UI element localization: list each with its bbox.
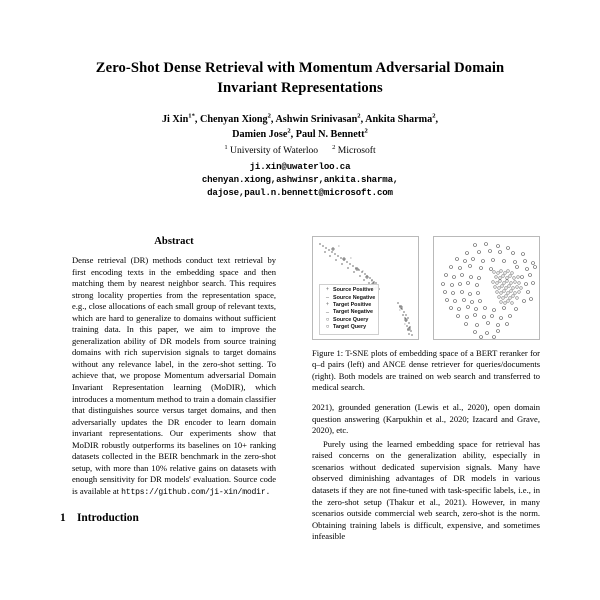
left-column	[60, 236, 288, 600]
author-list	[72, 113, 528, 200]
legend-item-target-positive	[322, 302, 375, 309]
legend-label: Source Query	[333, 316, 369, 323]
circle-marker-icon: ○	[325, 316, 330, 323]
dash-marker-icon: –	[326, 309, 329, 316]
right-column	[312, 236, 540, 600]
affil-marker: 1	[224, 143, 228, 151]
section-heading-introduction	[60, 511, 288, 525]
email-line-2: chenyan.xiong,ashwinsr,ankita.sharma,	[201, 174, 399, 186]
tsne-plot-ance-retriever	[433, 236, 540, 340]
author-sep: , Ankita Sharma	[360, 114, 433, 125]
email-line-3: dajose,paul.n.bennett@microsoft.com	[207, 187, 393, 199]
affiliation-waterloo: University of Waterloo	[230, 145, 319, 156]
legend-item-target-query	[322, 324, 375, 331]
right-paragraph-2: Purely using the learned embedding space for retrieval has raised concerns on the generalization ability, especially in scenarios without dedicated supervision signals. Many have observed diminishing advantages of DR models in various datasets if they are not fine-tuned with task-specific labels, i.e., in the zero-shot setup (Thakur et al., 2021). However, in many scenarios outside commercial web search, zero-shot is the norm. Obtaining training labels is difficult, expensive, and sometimes infeasible	[312, 438, 540, 542]
tsne-plot-bert-reranker	[312, 236, 419, 340]
author-sep: ,	[435, 114, 439, 125]
legend-item-source-positive	[322, 287, 375, 294]
author-affil-marker: 1*	[188, 112, 195, 120]
legend-label: Target Query	[333, 324, 367, 331]
email-line-1: ji.xin@uwaterloo.ca	[249, 161, 351, 172]
figure-1	[312, 236, 540, 393]
affiliation-microsoft: Microsoft	[337, 145, 376, 156]
section-number: 1	[60, 512, 66, 525]
affil-marker: 2	[332, 143, 336, 151]
right-paragraph-1: 2021), grounded generation (Lewis et al., 2020), open domain question answering (Karpukhin et al., 2020; Izacard and Grave, 2020), etc.	[312, 402, 540, 436]
author-name: Damien Jose	[232, 128, 288, 140]
cluster-lower-right	[397, 303, 413, 335]
plus-marker-icon: +	[325, 302, 330, 309]
legend-item-source-query	[322, 317, 375, 324]
author-affil-marker: 2	[357, 112, 361, 120]
two-column-body	[0, 236, 600, 600]
abstract-text	[60, 255, 288, 498]
author-affil-marker: 2	[432, 112, 436, 120]
author-name: Ji Xin	[161, 114, 189, 125]
diffuse-cloud	[442, 243, 537, 339]
abstract-body-text: Dense retrieval (DR) methods conduct text retrieval by first encoding texts in the embedding space and then matching them by nearest neighbor search. This requires strong locality properties from the representation space, e.g., close allocations of each small group of relevant texts, which are hard to generalize to domains without sufficient training data. In this paper, we aim to improve the generalization ability of DR models from source training domains with rich supervision signals to target domains without any relevance label, in the zero-shot setting. To achieve that, we propose Momentum adversarial Domain Invariant Representation learning (MoDIR), which introduces a momentum method to train a domain classifier that distinguishes source versus target domains, and then adversarially updates the DR encoder to learn domain invariant representations. Our experiments show that MoDIR robustly outperforms its baselines on 10+ ranking datasets collected in the BEIR benchmark in the zero-shot setup, with more than 10% relative gains on datasets with enough sensitivity for DR models' evaluation. Source code is available at	[72, 255, 276, 496]
page-title: Zero-Shot Dense Retrieval with Momentum Adversarial Domain Invariant Representations	[95, 60, 505, 96]
title-block	[0, 0, 600, 200]
dash-marker-icon: –	[326, 294, 329, 301]
tsne-right-svg	[434, 237, 540, 340]
affiliations	[72, 144, 528, 157]
legend-label: Source Positive	[333, 287, 374, 294]
legend-label: Target Positive	[333, 301, 372, 308]
cluster-upper-left	[319, 244, 380, 289]
section-title: Introduction	[77, 512, 139, 525]
legend-label: Source Negative	[333, 294, 376, 301]
figure-caption: Figure 1: T-SNE plots of embedding space of a BERT reranker for q–d pairs (left) and ANCE dense retriever for queries/documents (right). Both models are trained on web search and transferred to medical search.	[312, 348, 540, 392]
legend-label: Target Negative	[333, 309, 374, 316]
figure-legend	[319, 284, 379, 335]
author-affil-marker: 2	[287, 127, 291, 135]
dense-sub-cluster	[492, 270, 523, 305]
circle-marker-icon: ○	[325, 324, 330, 331]
email-block	[72, 160, 528, 200]
source-code-url[interactable]: https://github.com/ji-xin/modir.	[121, 487, 271, 497]
abstract-heading: Abstract	[154, 236, 194, 247]
figure-plots	[312, 236, 540, 340]
author-sep: , Ashwin Srinivasan	[270, 114, 358, 125]
legend-item-source-negative	[322, 295, 375, 302]
plus-marker-icon: +	[325, 287, 330, 294]
author-affil-marker: 2	[267, 112, 271, 120]
legend-item-target-negative	[322, 309, 375, 316]
author-affil-marker: 2	[364, 127, 368, 135]
author-sep: , Paul N. Bennett	[290, 128, 365, 140]
author-sep: , Chenyan Xiong	[194, 114, 268, 125]
